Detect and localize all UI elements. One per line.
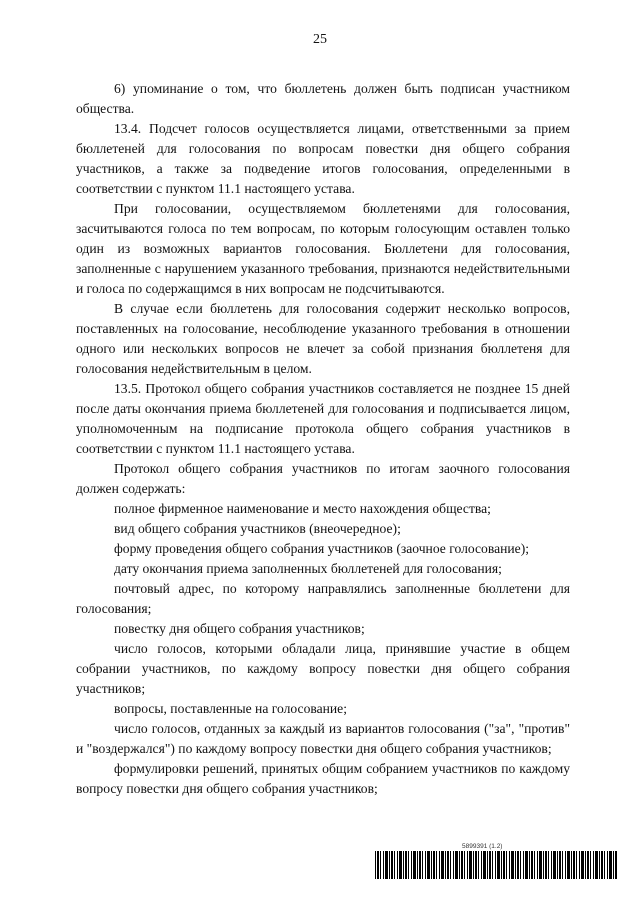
document-body <box>76 79 570 799</box>
barcode-icon <box>375 851 617 879</box>
paragraph-ballot-voting: При голосовании, осуществляемом бюллетенями для голосования, засчитываются голоса по тем вопросам, по которым голосующим оставлен только один из возможных вариантов голосования. Бюллетени для голосования, заполненные с нарушением указанного требования, признаются недействительными и голоса по содержащимся в них вопросам не подсчитываются. <box>76 201 570 296</box>
paragraph-6-ballot-signature: 6) упоминание о том, что бюллетень должен быть подписан участником общества. <box>76 81 570 116</box>
list-item-ballot-deadline: дату окончания приема заполненных бюллетеней для голосования; <box>114 561 502 576</box>
paragraph-13-4-vote-count: 13.4. Подсчет голосов осуществляется лицами, ответственными за прием бюллетеней для голосования по вопросам повестки дня общего собрания участников, а также за подведение итогов голосования, определенными в соответствии с пунктом 11.1 настоящего устава. <box>76 121 570 196</box>
paragraph-multiple-questions: В случае если бюллетень для голосования содержит несколько вопросов, поставленных на голосование, несоблюдение указанного требования в отношении одного или нескольких вопросов не влечет за собой признания бюллетеня для голосования недействительным в целом. <box>76 301 570 376</box>
list-item-postal-address: почтовый адрес, по которому направлялись заполненные бюллетени для голосования; <box>76 581 570 616</box>
list-item-meeting-type: вид общего собрания участников (внеочередное); <box>114 521 401 536</box>
list-item-meeting-form: форму проведения общего собрания участников (заочное голосование); <box>114 541 529 556</box>
list-item-decisions: формулировки решений, принятых общим собранием участников по каждому вопросу повестки дня общего собрания участников; <box>76 761 570 796</box>
document-code: 5899391 (1.2) <box>462 843 503 850</box>
list-item-votes-per-option: число голосов, отданных за каждый из вариантов голосования ("за", "против" и "воздержался") по каждому вопросу повестки дня общего собрания участников; <box>76 721 570 756</box>
list-item-agenda: повестку дня общего собрания участников; <box>114 621 365 636</box>
list-item-vote-count-participants: число голосов, которыми обладали лица, принявшие участие в общем собрании участников, по каждому вопросу повестки дня общего собрания участников; <box>76 641 570 696</box>
paragraph-13-5-protocol: 13.5. Протокол общего собрания участников составляется не позднее 15 дней после даты окончания приема бюллетеней для голосования и подписывается лицом, уполномоченным на подписание протокола общего собрания участников в соответствии с пунктом 11.1 настоящего устава. <box>76 381 570 456</box>
paragraph-protocol-contents: Протокол общего собрания участников по итогам заочного голосования должен содержать: <box>76 461 570 496</box>
list-item-questions: вопросы, поставленные на голосование; <box>114 701 347 716</box>
page-number: 25 <box>313 32 327 47</box>
list-item-company-name: полное фирменное наименование и место нахождения общества; <box>114 501 491 516</box>
